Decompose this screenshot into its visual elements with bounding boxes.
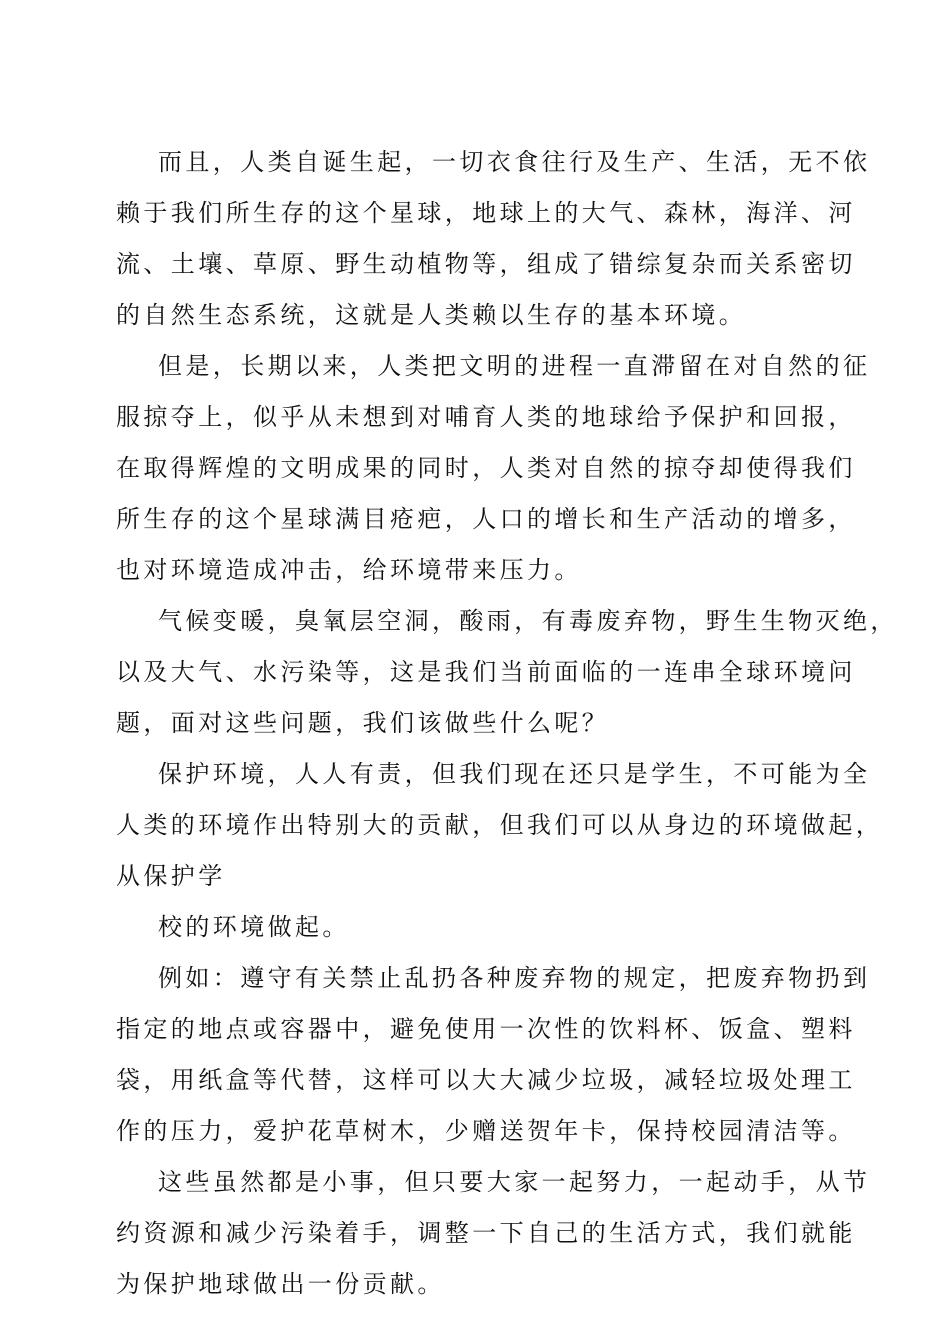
paragraph-2-line-1: 但是，长期以来，人类把文明的进程一直滞留在对自然的征 bbox=[158, 352, 871, 380]
paragraph-4-line-1: 保护环境，人人有责，但我们现在还只是学生，不可能为全 bbox=[158, 760, 871, 788]
paragraph-1-line-4: 的自然生态系统，这就是人类赖以生存的基本环境。 bbox=[116, 301, 747, 329]
paragraph-4-line-2: 人类的环境作出特别大的贡献，但我们可以从身边的环境做起， bbox=[116, 811, 884, 839]
paragraph-7-line-2: 约资源和减少污染着手，调整一下自己的生活方式，我们就能 bbox=[116, 1219, 856, 1247]
paragraph-1-line-1: 而且，人类自诞生起，一切衣食往行及生产、生活，无不依 bbox=[158, 148, 871, 176]
paragraph-6-line-4: 作的压力，爱护花草树木，少赠送贺年卡，保持校园清洁等。 bbox=[116, 1117, 856, 1145]
paragraph-2-line-2: 服掠夺上，似乎从未想到对哺育人类的地球给予保护和回报， bbox=[116, 403, 856, 431]
paragraph-5-line-1: 校的环境做起。 bbox=[158, 913, 350, 941]
paragraph-3-line-1: 气候变暖，臭氧层空洞，酸雨，有毒废弃物，野生生物灭绝， bbox=[158, 607, 898, 635]
paragraph-2-line-5: 也对环境造成冲击，给环境带来压力。 bbox=[116, 556, 582, 584]
paragraph-6-line-2: 指定的地点或容器中，避免使用一次性的饮料杯、饭盒、塑料 bbox=[116, 1015, 856, 1043]
paragraph-1-line-3: 流、土壤、草原、野生动植物等，组成了错综复杂而关系密切 bbox=[116, 250, 856, 278]
paragraph-6-line-3: 袋，用纸盒等代替，这样可以大大减少垃圾，减轻垃圾处理工 bbox=[116, 1066, 856, 1094]
paragraph-7-line-1: 这些虽然都是小事，但只要大家一起努力，一起动手，从节 bbox=[158, 1168, 871, 1196]
paragraph-2-line-4: 所生存的这个星球满目疮疤，人口的增长和生产活动的增多， bbox=[116, 505, 856, 533]
paragraph-4-line-3: 从保护学 bbox=[116, 862, 226, 890]
paragraph-7-line-3: 为保护地球做出一份贡献。 bbox=[116, 1270, 445, 1298]
paragraph-3-line-2: 以及大气、水污染等，这是我们当前面临的一连串全球环境问 bbox=[116, 658, 856, 686]
paragraph-1-line-2: 赖于我们所生存的这个星球，地球上的大气、森林，海洋、河 bbox=[116, 199, 856, 227]
paragraph-6-line-1: 例如：遵守有关禁止乱扔各种废弃物的规定，把废弃物扔到 bbox=[158, 964, 871, 992]
paragraph-2-line-3: 在取得辉煌的文明成果的同时，人类对自然的掠夺却使得我们 bbox=[116, 454, 856, 482]
paragraph-3-line-3: 题，面对这些问题，我们该做些什么呢？ bbox=[116, 709, 610, 737]
